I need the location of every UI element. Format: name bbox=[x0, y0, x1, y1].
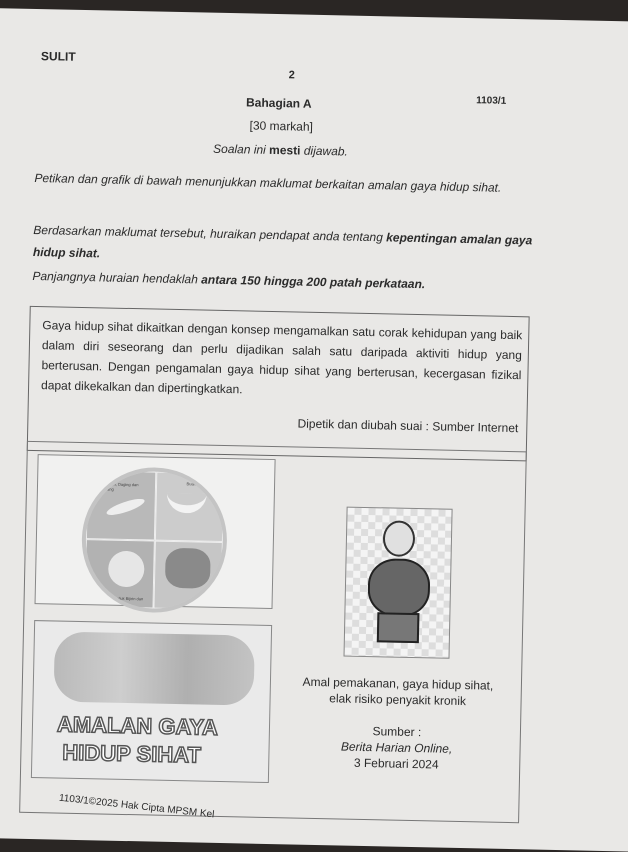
people-exercising bbox=[53, 631, 254, 705]
passage-box bbox=[27, 306, 530, 461]
passage-source: Dipetik dan diubah suai : Sumber Internet bbox=[297, 416, 519, 436]
head-icon bbox=[383, 520, 416, 557]
instruction: Soalan ini mesti dijawab. bbox=[212, 141, 349, 159]
caption-line2: elak risiko penyakit kronik bbox=[329, 691, 467, 709]
healthy-lifestyle-poster bbox=[31, 620, 272, 783]
fish-icon bbox=[105, 496, 146, 518]
caption-line1: Amal pemakanan, gaya hidup sihat, bbox=[302, 674, 494, 693]
exam-paper bbox=[0, 8, 628, 852]
poster-line2: HIDUP SIHAT bbox=[62, 739, 202, 768]
caption bbox=[271, 673, 523, 774]
sulit-label: SULIT bbox=[40, 49, 76, 64]
banana-icon bbox=[166, 493, 206, 514]
rice-icon bbox=[108, 550, 145, 587]
passage-text: Gaya hidup sihat dikaitkan dengan konsep mengamalkan satu corak kehidupan yang baik dalam diri seseorang dan perlu dijadikan salah satu daripada aktiviti hidup yang berterusan. Dengan pengamalan gaya hidup sihat yang berterusan, kecergasan fizikal dapat dikekalkan dan dipertingkatkan. bbox=[40, 318, 523, 397]
overweight-man-image bbox=[343, 507, 452, 659]
legs-icon bbox=[377, 612, 420, 643]
plate-icon: Ikan, Ayam, Daging dan Kekacang Buah-buahan Nasi, Bijirin, Produk Bijirin dan Ubi Sayur-sayuran bbox=[80, 466, 228, 614]
footer-copyright: 1103/1©2025 Hak Cipta MPSM Kel bbox=[58, 792, 215, 821]
paper-code: 1103/1 bbox=[476, 95, 507, 107]
section-title: Bahagian A bbox=[245, 95, 312, 111]
caption-source-label: Sumber : bbox=[372, 724, 422, 740]
infographic-frame bbox=[19, 441, 527, 823]
food-plate-image bbox=[35, 454, 276, 609]
question-p2: Berdasarkan maklumat tersebut, huraikan pendapat anda tentang kepentingan amalan gaya hidup sihat. bbox=[32, 222, 533, 261]
page-number: 2 bbox=[288, 69, 295, 82]
question-p1: Petikan dan grafik di bawah menunjukkan maklumat berkaitan amalan gaya hidup sihat. bbox=[34, 170, 502, 195]
body-icon bbox=[367, 558, 430, 617]
question-p3: Panjangnya huraian hendaklah antara 150 hingga 200 patah perkataan. bbox=[32, 268, 426, 292]
poster-line1: AMALAN GAYA bbox=[56, 711, 219, 740]
caption-date: 3 Februari 2024 bbox=[353, 755, 439, 772]
section-marks: [30 markah] bbox=[249, 118, 314, 134]
caption-source-name: Berita Harian Online, bbox=[340, 739, 453, 756]
vegetables-icon bbox=[164, 547, 210, 588]
